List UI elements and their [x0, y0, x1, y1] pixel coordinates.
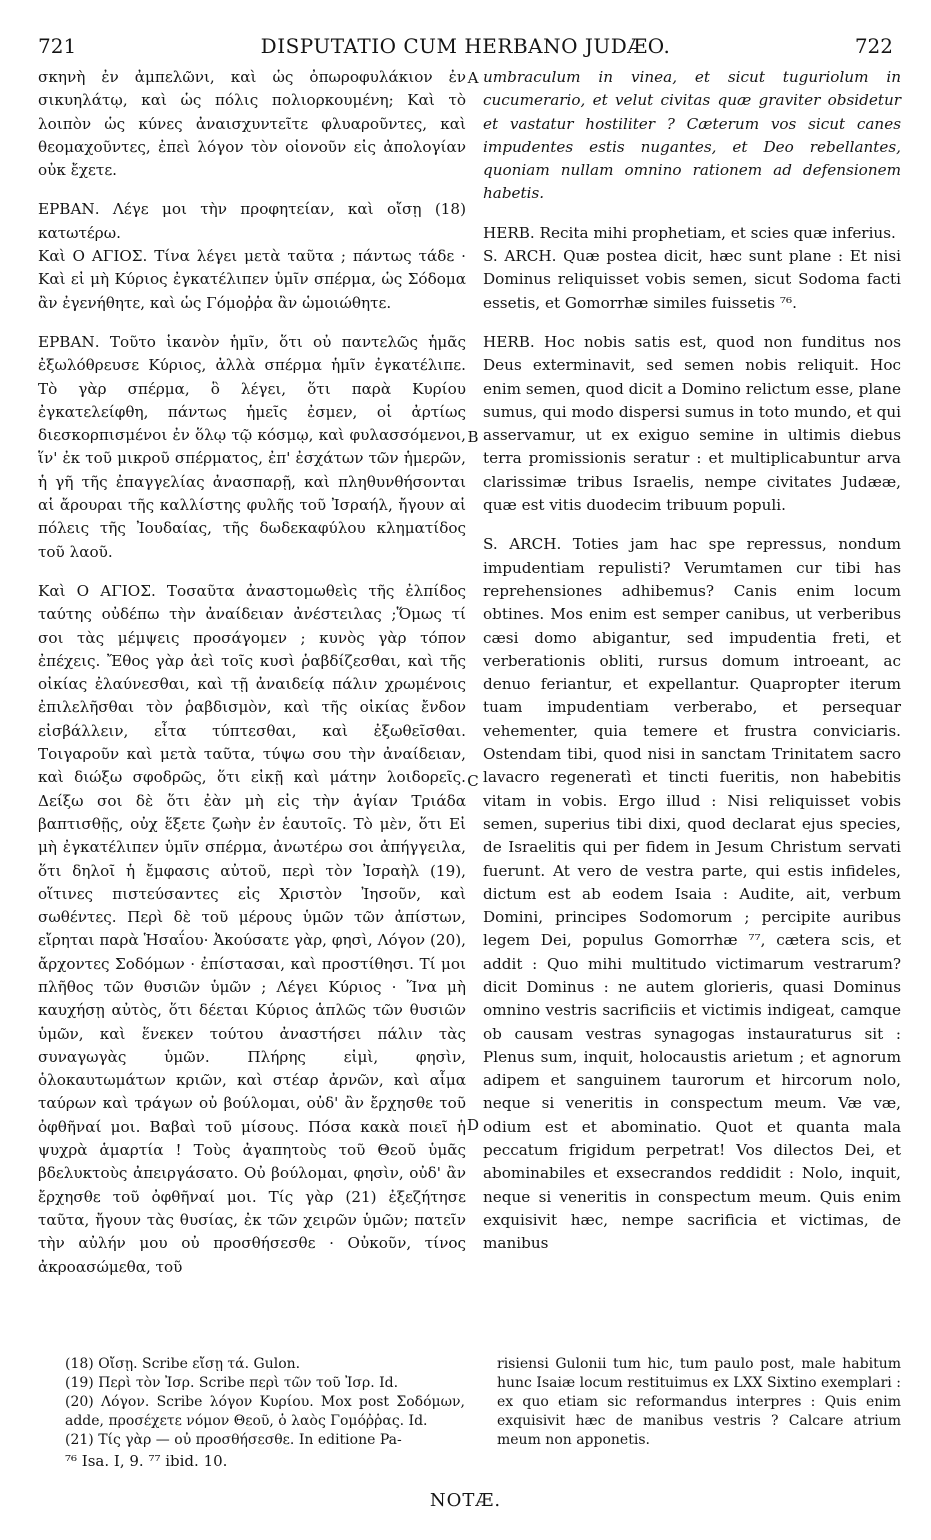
- note-item: (18) Οἴσῃ. Scribe εἴσῃ τά. Gulon.: [65, 1356, 301, 1372]
- notes-right-column: [497, 1355, 901, 1450]
- note-continuation: risiensi Gulonii tum hic, tum paulo post, male habitum hunc Isaiæ locum restituimus ex LXX Sixtino exemplari : ex quo etiam sic reformandus interpres : Quis enim exquisivit hæc de manibus vestris ? Calcare atrium meum non apponetis.: [497, 1356, 901, 1448]
- greek-paragraph: Καὶ Ο ΑΓΙΟΣ. Τοσαῦτα ἀναστομωθεὶς τῆς ἐλπίδος ταύτης οὐδέπω τὴν ἀναίδειαν ἀνέστειλας ;Ὅμως τί σοι τὰς μέμψεις προσάγομεν ; κυνὸς γὰρ τόπον ἐπέχεις. Ἔθος γὰρ ἀεὶ τοῖς κυσὶ ῥαβδίζεσθαι, καὶ τῆς οἰκίας ἐλαύνεσθαι, καὶ τῇ ἀναιδείᾳ πάλιν χρωμένοις ἐπιλελῆσθαι τὸν ῥαβδισμὸν, καὶ τῆς οἰκίας ἔνδον εἰσβάλλειν, εἶτα τύπτεσθαι, καὶ ἐξωθεῖσθαι. Τοιγαροῦν καὶ μετὰ ταῦτα, τύψω σου τὴν ἀναίδειαν, καὶ διώξω σφοδρῶς, ὅτι εἰκῇ καὶ μάτην λοιδορεῖς. Δείξω σοι δὲ ὅτι ἐὰν μὴ εἰς τὴν ἁγίαν Τριάδα βαπτισθῇς, οὐχ ἕξετε ζωὴν ἐν ἑαυτοῖς. Τὸ μὲν, ὅτι Εἰ μὴ ἐγκατέλιπεν ὑμῖν σπέρμα, ἀνωτέρω σοι ἀπήγγειλα, ὅτι δηλοῖ ἡ ἔμφασις αὐτοῦ, περὶ τὸν Ἰσραὴλ (19), οἵτινες πιστεύσαντες εἰς Χριστὸν Ἰησοῦν, καὶ σωθέντες. Περὶ δὲ τοῦ μέρους ὑμῶν τῶν ἀπίστων, εἴρηται παρὰ Ἡσαΐου· Ἀκούσατε γὰρ, φησὶ, Λόγον (20), ἄρχοντες Σοδόμων · ἐπίστασαι, καὶ προστίθησι. Τί μοι πλῆθος τῶν θυσιῶν ὑμῶν ; Λέγει Κύριος · Ἵνα μὴ καυχήσῃ αὐτὸς, ὅτι δέεται Κύριος ἁπλῶς τῶν θυσιῶν ὑμῶν, καὶ ἕνεκεν τούτου ἀναστήσει πάλιν τὰς συναγωγὰς ὑμῶν. Πλήρης εἰμὶ, φησὶν, ὁλοκαυτωμάτων κριῶν, καὶ στέαρ ἀρνῶν, καὶ αἷμα ταύρων καὶ τράγων οὐ βούλομαι, οὐδ' ἂν ἔρχησθε τοῦ ὀφθῆναί μοι. Βαβαὶ τοῦ μίσους. Πόσα κακὰ ποιεῖ ἡ ψυχρὰ ἁμαρτία ! Τοὺς ἀγαπητοὺς τοῦ Θεοῦ ὑμᾶς βδελυκτοὺς ἀπειργάσατο. Οὐ βούλομαι, φησὶν, οὐδ' ἂν ἔρχησθε τοῦ ὀφθῆναί μοι. Τίς γὰρ (21) ἐξεζήτησε ταῦτα, ἤγουν τὰς θυσίας, ἐκ τῶν χειρῶν ὑμῶν; πατεῖν τὴν αὐλήν μου οὐ προσθήσεσθε · Οὐκοῦν, τίνος ἀκροασώμεθα, τοῦ: [38, 581, 466, 1276]
- margin-letter-d: D: [466, 1116, 480, 1134]
- running-header: [0, 34, 931, 60]
- page-number-right: 722: [854, 34, 893, 58]
- latin-paragraph: HERB. Hoc nobis satis est, quod non funditus nos Deus exterminavit, sed semen nobis reliquit. Hoc enim semen, quod dicit a Domino relictum esse, plane sumus, qui modo dispersi sumus in toto mundo, et qui asservamur, ut ex exiguo semine in ultimis diebus terra promissionis seratur : et multiplicabuntur arva clarissimæ tribus Israelis, nempe civitates Judææ, quæ est vitis duodecim tribuum populi.: [483, 332, 901, 515]
- latin-paragraph: umbraculum in vinea, et sicut tuguriolum in cucumerario, et velut civitas quæ graviter obsidetur et vastatur hostiliter ? Cæterum vos sicut canes impudentes estis nugantes, et Deo rebellantes, quoniam nullam omnino rationem ad defensionem habetis.: [483, 68, 901, 203]
- greek-paragraph: ΕΡΒΑΝ. Τοῦτο ἱκανὸν ἡμῖν, ὅτι οὐ παντελῶς ἡμᾶς ἐξωλόθρευσε Κύριος, ἀλλὰ σπέρμα ἡμῖν ἐγκατέλιπε. Τὸ γὰρ σπέρμα, ὃ λέγει, ὅτι παρὰ Κυρίου ἐγκατελείφθη, πάντως ἡμεῖς ἐσμεν, οἱ ἀρτίως διεσκορπισμένοι ἐν ὅλῳ τῷ κόσμῳ, καὶ φυλασσόμενοι, ἵν' ἐκ τοῦ μικροῦ σπέρματος, ἐπ' ἐσχάτων τῶν ἡμερῶν, ἡ γῆ τῆς ἐπαγγελίας ἀνασπαρῇ, καὶ πληθυνθήσονται αἱ ἄρουραι τῆς καλλίστης φυλῆς τοῦ Ἰσραήλ, ἤγουν αἱ πόλεις τῆς Ἰουδαίας, τῆς δωδεκαφύλου κληματίδος τοῦ λαοῦ.: [38, 332, 466, 561]
- note-item: (20) Λόγον. Scribe λόγον Κυρίου. Mox post Σοδόμων, adde, προσέχετε νόμον Θεοῦ, ὁ λαὸς Γομόῤῥας. Id.: [65, 1394, 465, 1429]
- greek-column: [38, 66, 466, 1279]
- latin-paragraph: HERB. Recita mihi prophetiam, et scies quæ inferius.: [483, 223, 896, 242]
- margin-letter-b: B: [467, 428, 479, 446]
- latin-paragraph: S. ARCH. Toties jam hac spe repressus, nondum impudentiam repulisti? Verumtamen cur tibi has reprehensiones adhibemus? Canis enim locum obtines. Mos enim est semper canibus, ut verberibus cæsi domo abigantur, sed impudentia freti, et verberationis obliti, rursus domum introeant, ac denuo feriantur, et expellantur. Quapropter iterum tuam impudentiam verberabo, et persequar vehementer, quia temere et frustra conviciaris. Ostendam tibi, quod nisi in sanctam Trinitatem sacro lavacro regeneratì et tincti fueritis, non habebitis vitam in vobis. Ergo illud : Nisi reliquisset vobis semen, superius tibi dixi, quod declarat ejus species, de Israelitis qui per fidem in Jesum Christum servati fuerunt. At vero de vestra parte, qui estis infideles, dictum est ab eodem Isaia : Audite, ait, verbum Domini, principes Sodomorum ; percipite auribus legem Dei, populus Gomorrhæ ⁷⁷, cætera scis, et addit : Quo mihi multitudo victimarum vestrarum? dicit Dominus : ne autem glorieris, quasi Dominus omnino vestris sacrificiis et victimis indigeat, camque ob causam vestras synagogas instauraturus sit : Plenus sum, inquit, holocaustis arietum ; et agnorum adipem et sanguinem taurorum et hircorum nolo, neque si veneritis in conspectum meum. Væ væ, odium est et abominatio. Quot et quanta mala peccatum frigidum perpetrat! Vos dilectos Dei, et abominabiles et exsecrandos reddidit : Nolo, inquit, neque si veneritis in conspectum meum. Quis enim exquisivit hæc, nempe sacrificia et victimas, de manibus: [483, 535, 901, 1253]
- margin-letter-a: A: [467, 69, 479, 87]
- latin-column: [483, 66, 901, 1256]
- page-number-left: 721: [38, 34, 77, 58]
- latin-paragraph: S. ARCH. Quæ postea dicit, hæc sunt plane : Et nisi Dominus reliquisset vobis semen, sicut Sodoma facti essetis, et Gomorrhæ similes fuissetis ⁷⁶.: [483, 247, 901, 312]
- note-item: (21) Τίς γὰρ — οὐ προσθήσεσθε. In editione Pa-: [65, 1432, 402, 1448]
- note-item: (19) Περὶ τὸν Ἰσρ. Scribe περὶ τῶν τοῦ Ἰσρ. Id.: [65, 1375, 399, 1391]
- greek-paragraph: Καὶ Ο ΑΓΙΟΣ. Τίνα λέγει μετὰ ταῦτα ; πάντως τάδε · Καὶ εἰ μὴ Κύριος ἐγκατέλιπεν ὑμῖν σπέρμα, ὡς Σόδομα ἂν ἐγενήθητε, καὶ ὡς Γόμοῤῥα ἂν ὡμοιώθητε.: [38, 247, 466, 312]
- footnote-references: ⁷⁶ Isa. I, 9. ⁷⁷ ibid. 10.: [65, 1452, 228, 1470]
- running-title: DISPUTATIO CUM HERBANO JUDÆO.: [260, 34, 671, 58]
- notes-left-column: [65, 1355, 465, 1450]
- notae-heading: NOTÆ.: [429, 1490, 502, 1511]
- margin-letter-c: C: [467, 772, 479, 790]
- greek-paragraph: σκηνὴ ἐν ἀμπελῶνι, καὶ ὡς ὀπωροφυλάκιον ἐν σικυηλάτῳ, καὶ ὡς πόλις πολιορκουμένη; Καὶ τὸ λοιπὸν ὡς κύνες ἀναισχυντεῖτε φλυαροῦντες, καὶ θεομαχοῦντες, ἐπεὶ λόγον τὸν οἱονοῦν εἰς ἀπολογίαν οὐκ ἔχετε.: [38, 68, 466, 180]
- greek-paragraph: ΕΡΒΑΝ. Λέγε μοι τὴν προφητείαν, καὶ οἴσῃ (18) κατωτέρω.: [38, 200, 466, 242]
